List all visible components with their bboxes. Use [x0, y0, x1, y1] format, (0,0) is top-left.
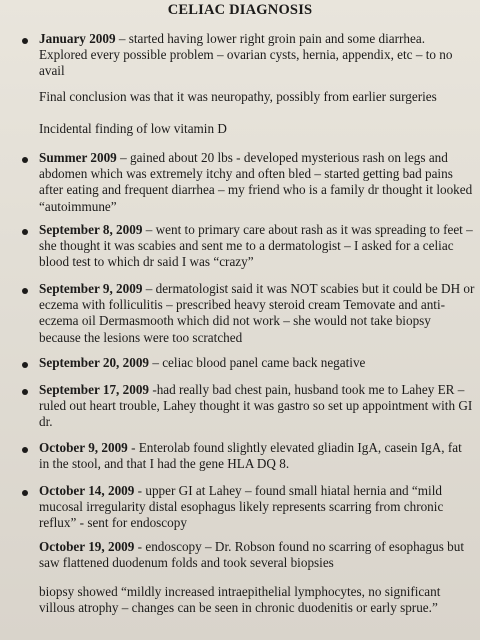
timeline-entry — [39, 539, 475, 571]
bullet-icon — [22, 157, 28, 163]
entry-date: September 8, 2009 — [39, 222, 143, 237]
timeline-note — [39, 121, 475, 137]
bullet-icon — [22, 389, 28, 395]
entry-date: October 14, 2009 — [39, 483, 135, 498]
entry-text: – celiac blood panel came back negative — [149, 355, 366, 370]
entry-date: October 19, 2009 — [39, 539, 135, 554]
entry-text: Incidental finding of low vitamin D — [39, 121, 227, 136]
bullet-icon — [22, 288, 28, 294]
entry-date: September 9, 2009 — [39, 281, 143, 296]
timeline-entry — [39, 355, 475, 371]
timeline-entry — [39, 440, 475, 472]
timeline-entry — [39, 483, 475, 532]
entry-text: - endoscopy – Dr. Robson found no scarring of esophagus but saw flattened duodenum folds and took several biopsies — [39, 539, 465, 571]
entry-text: biopsy showed “mildly increased intraepithelial lymphocytes, no significant villous atrophy – changes can be seen in chronic duodenitis or early sprue.” — [39, 584, 441, 616]
entry-text: - upper GI at Lahey – found small hiatal hernia and “mild mucosal irregularity distal esophagus likely represents scarring from chronic reflux” - sent for endoscopy — [39, 483, 444, 531]
entry-text: -had really bad chest pain, husband took me to Lahey ER – ruled out heart trouble, Lahey thought it was gastro so set up appointment with GI dr. — [39, 382, 473, 430]
bullet-icon — [22, 490, 28, 496]
bullet-icon — [22, 362, 28, 368]
timeline-entry — [39, 150, 475, 215]
entry-text: – dermatologist said it was NOT scabies but it could be DH or eczema with folliculitis – prescribed heavy steroid cream Temovate and anti-eczema oil Dermasmooth which did not work – she would not take biopsy because the lesions were too scratched — [39, 281, 475, 345]
timeline-entry — [39, 382, 475, 431]
entry-date: September 20, 2009 — [39, 355, 150, 370]
document-title: CELIAC DIAGNOSIS — [167, 2, 313, 18]
entry-text: – started having lower right groin pain and some diarrhea. Explored every possible problem – ovarian cysts, hernia, appendix, etc – to no avail — [39, 31, 453, 79]
bullet-icon — [22, 447, 28, 453]
entry-text: Final conclusion was that it was neuropathy, possibly from earlier surgeries — [39, 89, 437, 104]
entry-date: Summer 2009 — [39, 150, 117, 165]
entry-text: – went to primary care about rash as it was spreading to feet – she thought it was scabies and sent me to a dermatologist – I asked for a celiac blood test to which dr said I was “crazy” — [39, 222, 473, 270]
timeline-entry — [39, 281, 475, 346]
entry-date: September 17, 2009 — [39, 382, 150, 397]
entry-text: – gained about 20 lbs - developed mysterious rash on legs and abdomen which was extremely itchy and often bled – started getting bad pains after eating and frequent diarrhea – my friend who is a family dr thought it looked “autoimmune” — [39, 150, 473, 214]
timeline-note — [39, 89, 475, 105]
bullet-icon — [22, 38, 28, 44]
entry-text: - Enterolab found slightly elevated gliadin IgA, casein IgA, fat in the stool, and that I had the gene HLA DQ 8. — [39, 440, 462, 472]
timeline-note — [39, 584, 475, 616]
bullet-icon — [22, 229, 28, 235]
timeline-entry — [39, 31, 475, 80]
entry-date: January 2009 — [39, 31, 116, 46]
entry-date: October 9, 2009 — [39, 440, 128, 455]
timeline-entry — [39, 222, 475, 271]
